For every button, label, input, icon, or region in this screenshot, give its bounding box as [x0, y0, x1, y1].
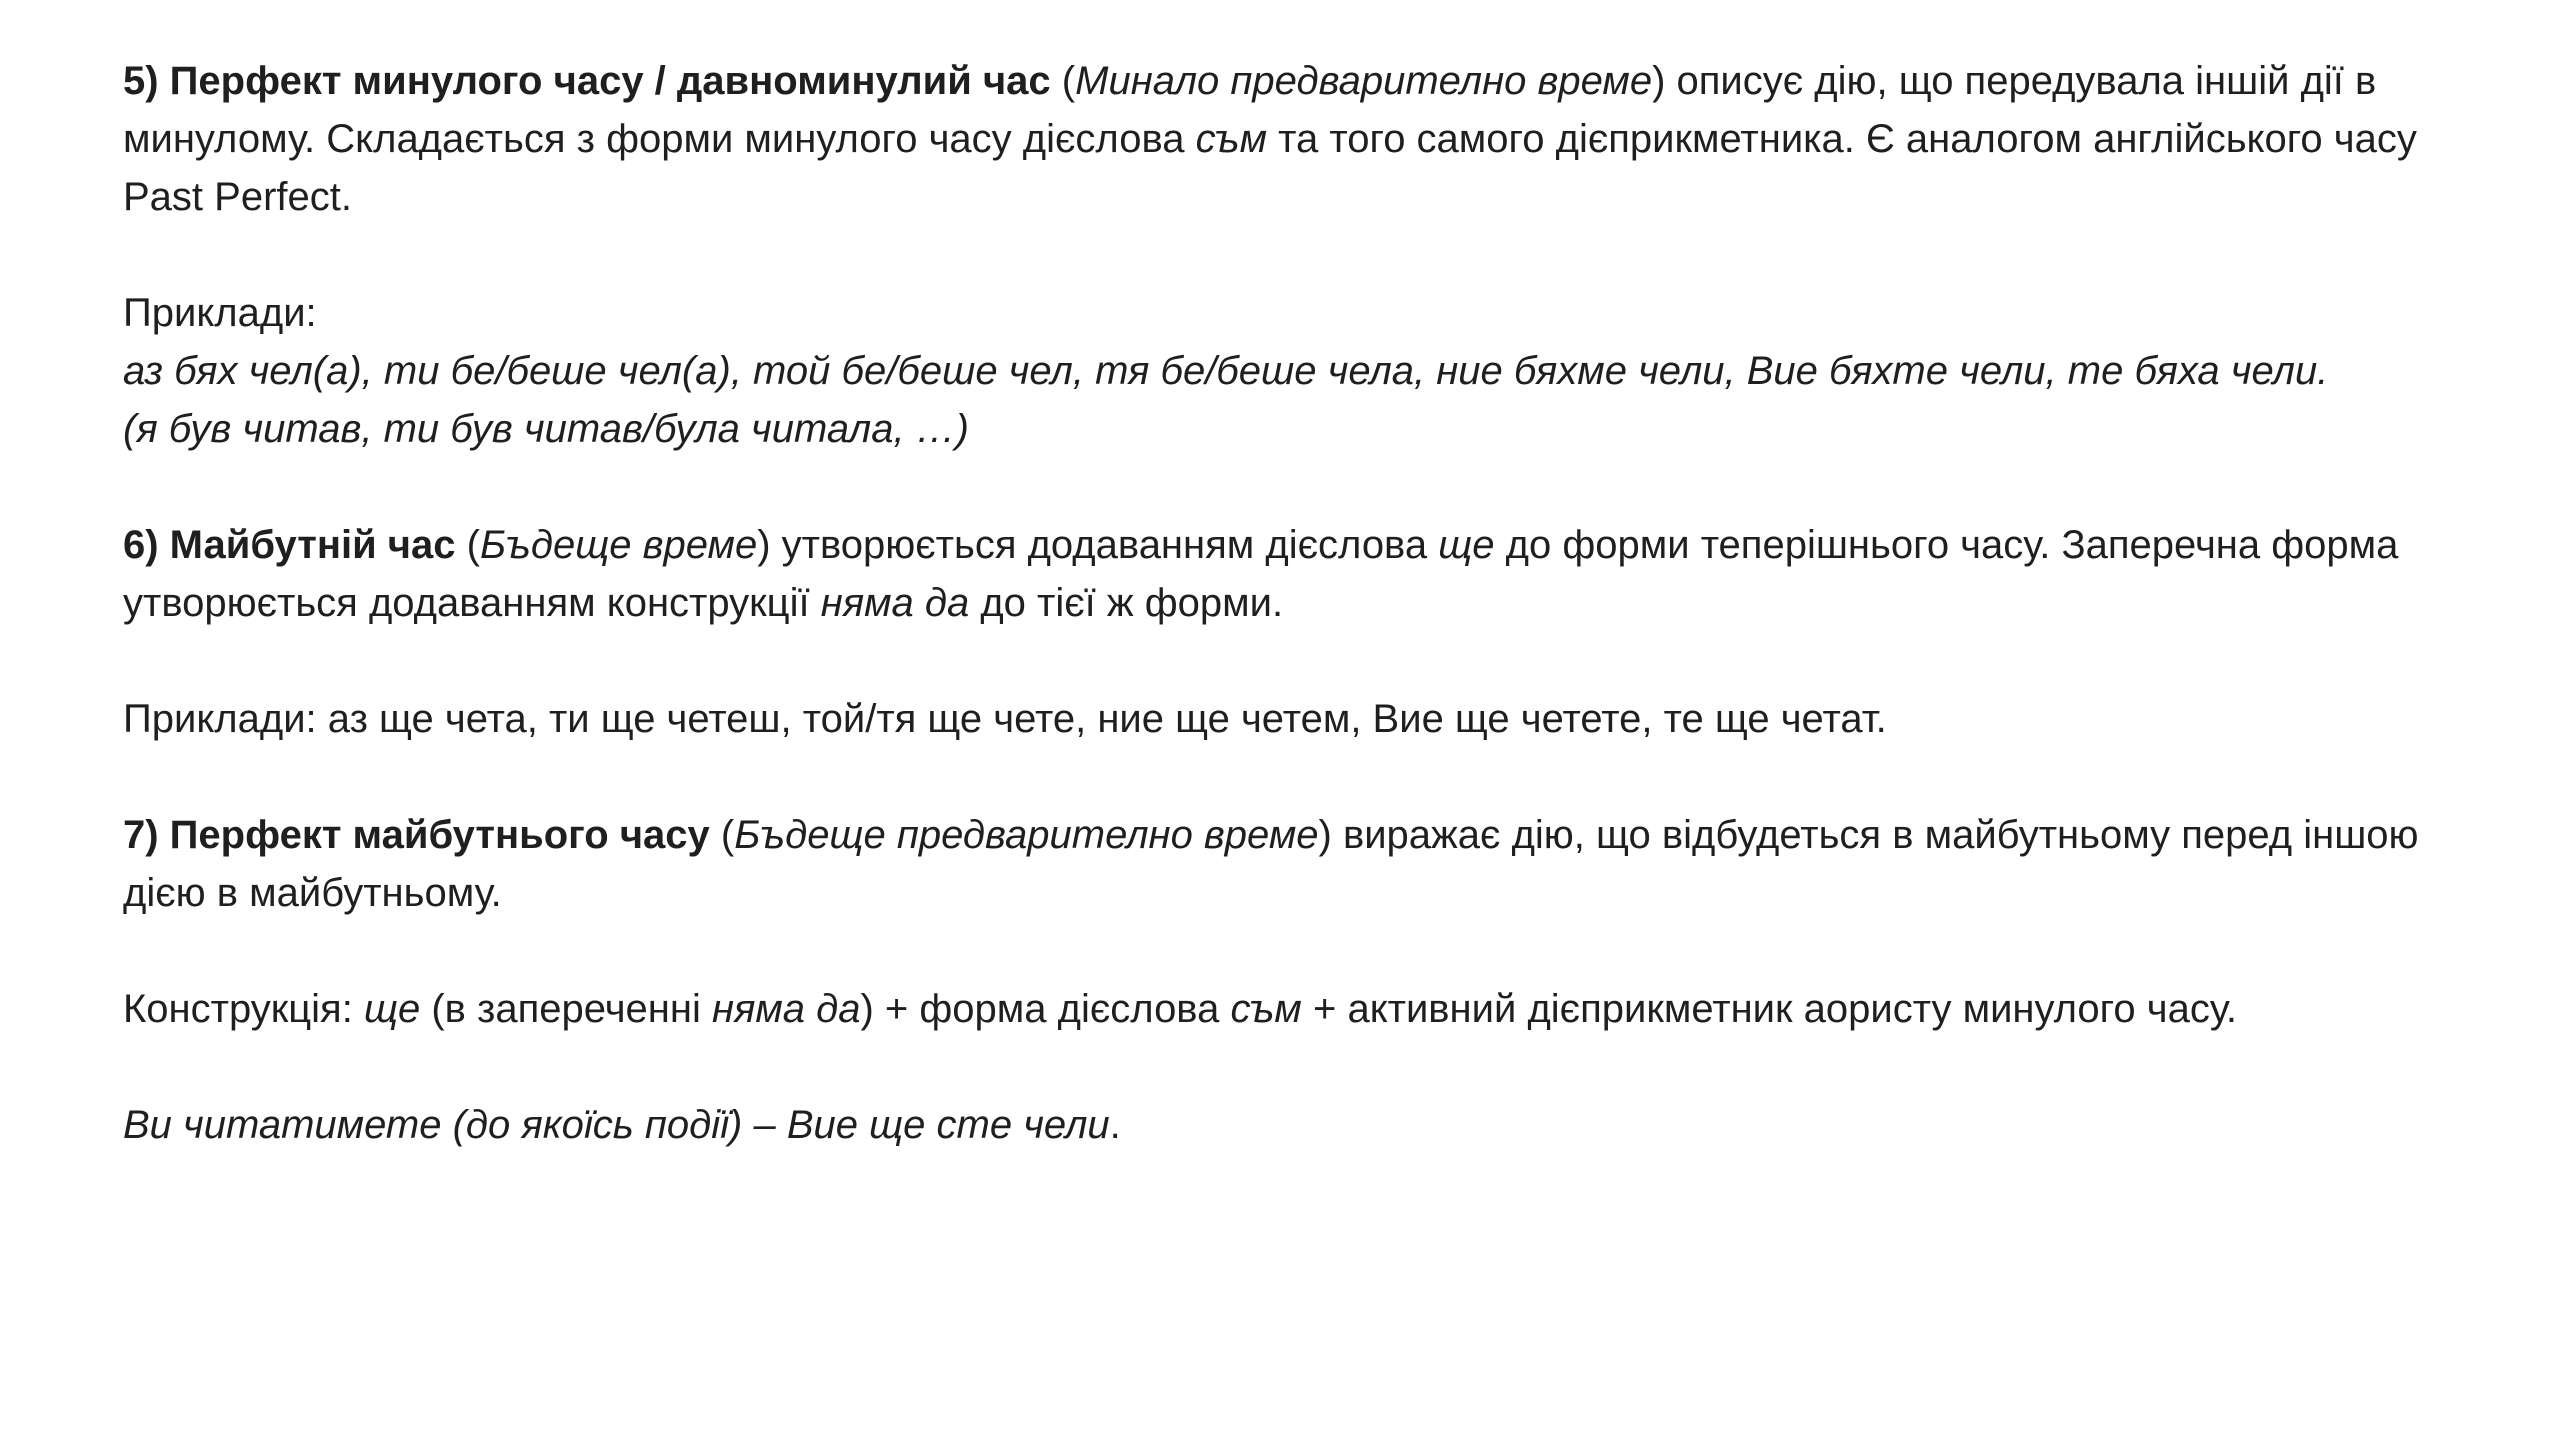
section-future-perfect-text: 7) Перфект майбутнього часу (Бъдеще предварително време) виражає дію, що відбудеться в майбутньому перед іншою дією в майбутньому. [123, 813, 2419, 915]
bulgarian-example: аз бях чел(а), ти бе/беше чел(а), той бе/беше чел, тя бе/беше чела, ние бяхме чели, Вие бяхте чели, те бяха чели. [123, 349, 2329, 393]
bulgarian-particle: ще [1438, 523, 1495, 567]
section-future-perfect [123, 806, 2483, 922]
example-future-perfect [123, 1096, 2483, 1154]
bulgarian-example: Вие ще сте чели [786, 1103, 1110, 1147]
construction-rule [123, 980, 2483, 1038]
section-past-perfect-text: 5) Перфект минулого часу / давноминулий час (Минало предварително време) описує дію, що передувала іншій дії в минулому. Складається з форми минулого часу дієслова съм та того самого дієприкметника. Є аналогом англійського часу Past Perfect. [123, 59, 2417, 219]
bulgarian-term: Минало предварително време [1075, 59, 1653, 103]
section-heading: 6) Майбутній час [123, 523, 456, 567]
bulgarian-verb: съм [1195, 117, 1268, 161]
section-future-text: 6) Майбутній час (Бъдеще време) утворюється додаванням дієслова ще до форми теперішнього часу. Заперечна форма утворюється додаванням конструкції няма да до тієї ж форми. [123, 523, 2399, 625]
bulgarian-negation: няма да [820, 581, 970, 625]
section-past-perfect [123, 52, 2483, 226]
bulgarian-term: Бъдеще време [479, 523, 758, 567]
examples-past-perfect [123, 284, 2483, 458]
bulgarian-verb: съм [1230, 987, 1302, 1031]
section-heading: 7) Перфект майбутнього часу [123, 813, 710, 857]
translation-example: (я був читав, ти був читав/була читала, …) [123, 407, 969, 451]
bulgarian-term: Бъдеще предварително време [734, 813, 1319, 857]
construction-text: Конструкція: ще (в запереченні няма да) + форма дієслова съм + активний дієприкметник аористу минулого часу. [123, 987, 2237, 1031]
bulgarian-particle: ще [363, 987, 421, 1031]
section-future [123, 516, 2483, 632]
section-heading: 5) Перфект минулого часу / давноминулий час [123, 59, 1051, 103]
example-future-perfect-text: Ви читатимете (до якоїсь події) – Вие ще сте чели. [123, 1103, 1121, 1147]
bulgarian-negation: няма да [711, 987, 861, 1031]
examples-label: Приклади: [123, 291, 317, 335]
examples-future-text: Приклади: аз ще чета, ти ще четеш, той/тя ще чете, ние ще четем, Вие ще четете, те ще четат. [123, 697, 1887, 741]
examples-future [123, 690, 2483, 748]
document-page [123, 52, 2483, 1212]
